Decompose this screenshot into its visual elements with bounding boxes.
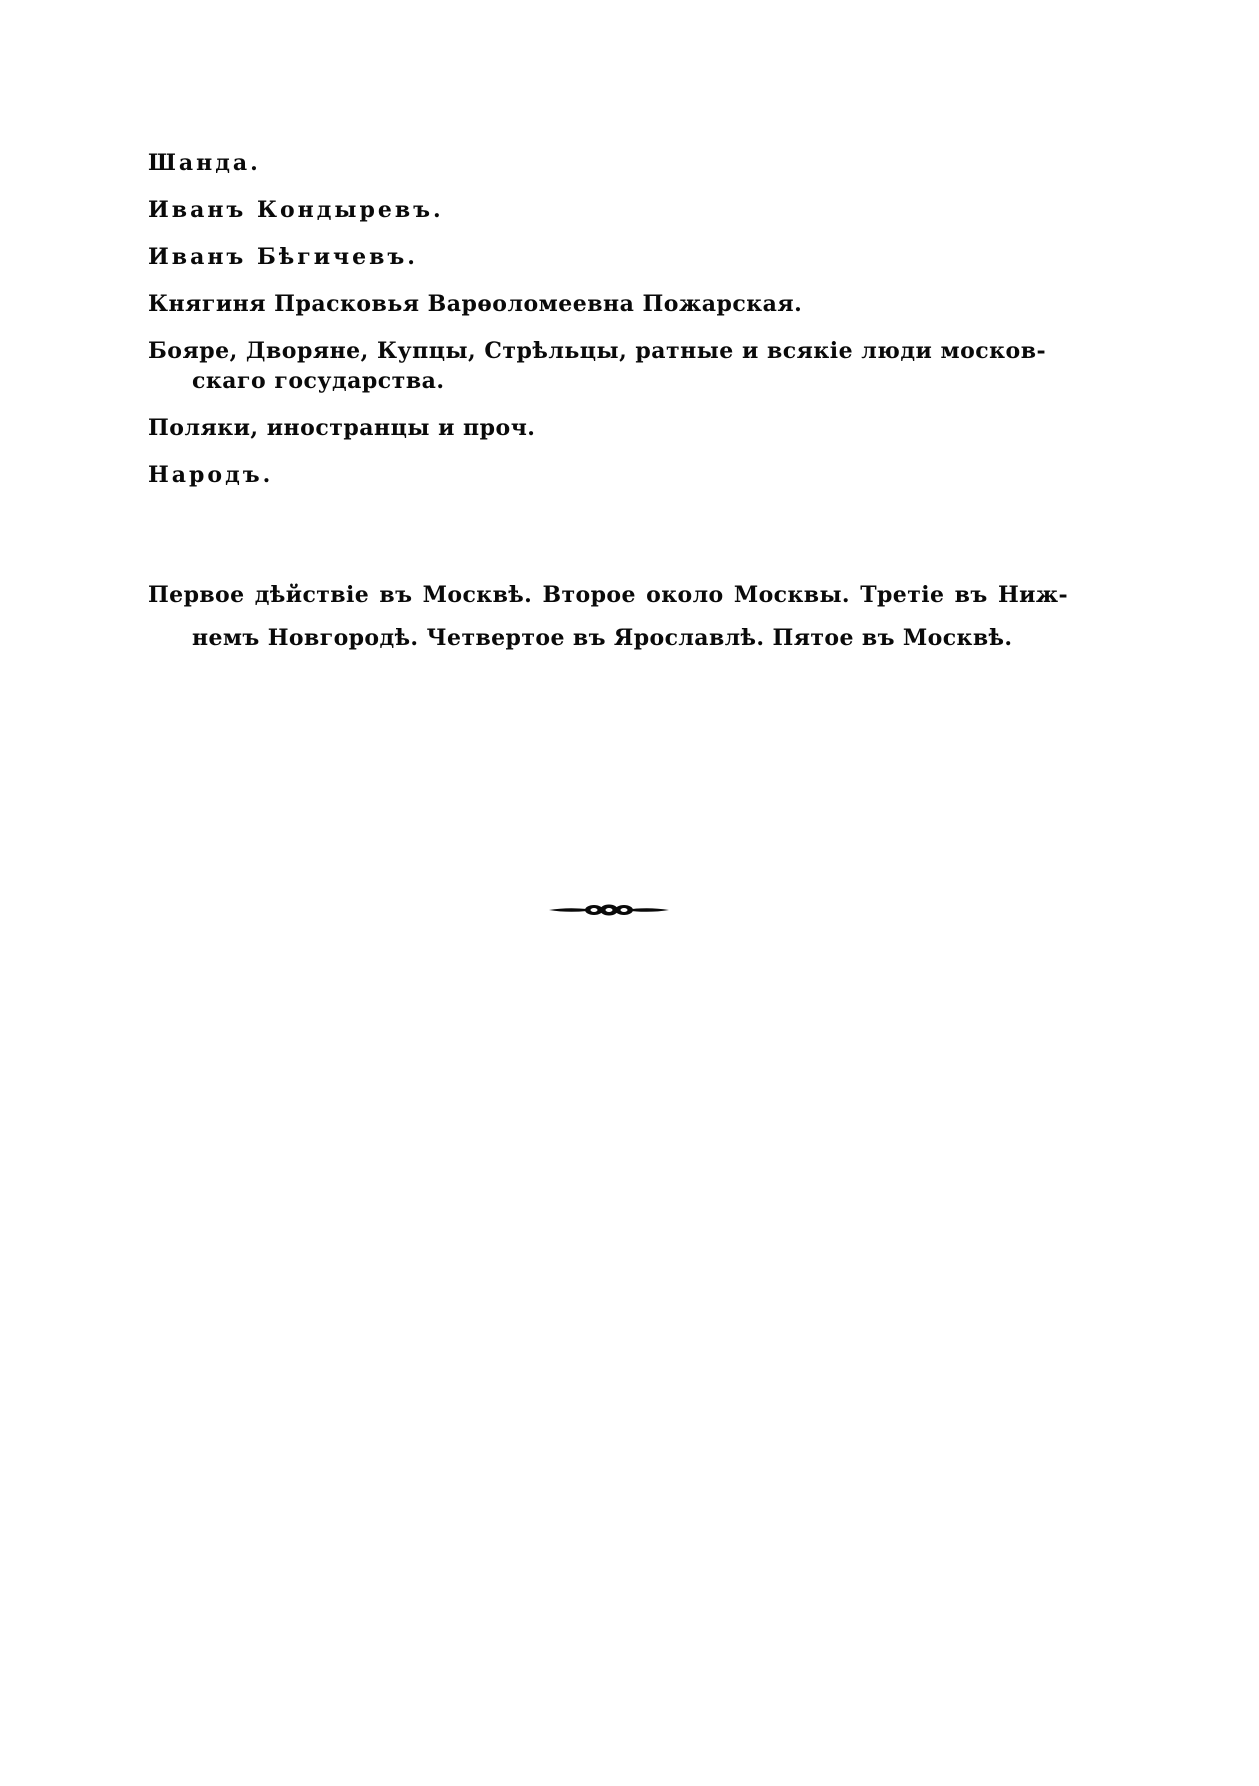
person-ivan-kondyrev: Иванъ Кондыревъ. [148,197,444,223]
scene-settings-note [148,580,1068,653]
person-foreigners: Поляки, иностранцы и проч. [148,415,536,441]
person-people: Народъ. [148,462,274,488]
person-shanda: Шанда. [148,150,261,176]
person-princess-pozharskaya: Княгиня Прасковья Варѳоломеевна Пожарская. [148,291,803,317]
person-boyars-line2: скаго государства. [192,368,445,394]
person-boyars-line1: Бояре, Дворяне, Купцы, Стрѣльцы, ратные и всякіе люди москов- [148,338,1047,364]
scene-note-line2: немъ Новгородѣ. Четвертое въ Ярославлѣ. Пятое въ Москвѣ. [192,625,1013,651]
vignette-ornament-icon [547,902,671,918]
person-boyars-and-people [148,336,1068,396]
dramatis-personae-list [148,148,1068,507]
person-ivan-begichev: Иванъ Бѣгичевъ. [148,244,418,270]
scene-note-line1: Первое дѣйствіе въ Москвѣ. Второе около Москвы. Третіе въ Ниж- [148,582,1068,608]
